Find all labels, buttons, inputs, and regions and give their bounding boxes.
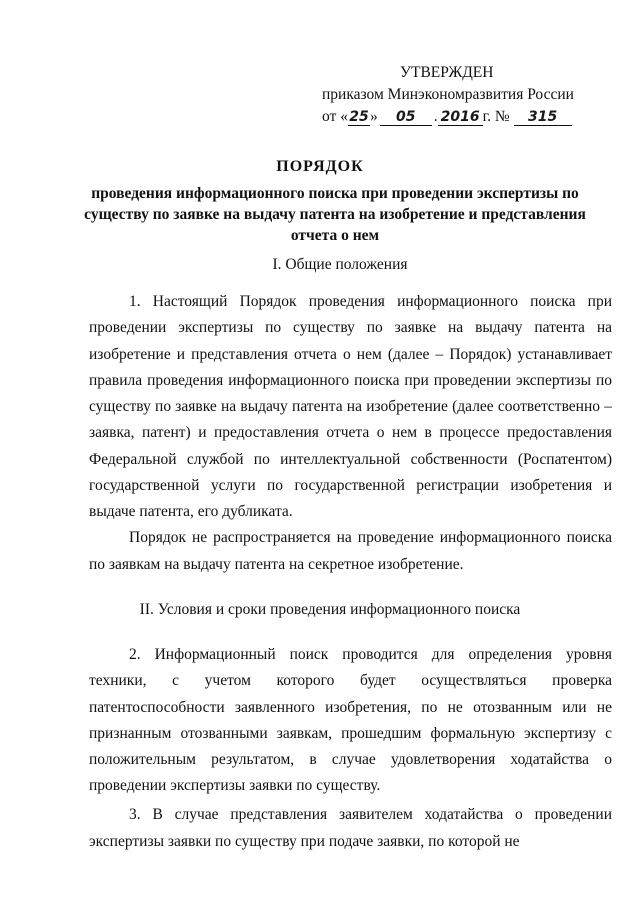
paragraph-1: 1. Настоящий Порядок проведения информационного поиска при проведении экспертизы по существу по заявке на выдачу патента на изобретение и представления отчета о нем (далее – Порядок) устанавливает правила проведения информационного поиска при проведении экспертизы по существу по заявке на выдачу патента на изобретение (далее соответственно – заявка, патент) и предоставления отчета о нем в процессе предоставления Федеральной службой по интеллектуальной собственности (Роспатентом) государственной услуги по государственной регистрации изобретения и выдаче патента, его дубликата. — [89, 293, 612, 521]
year-suffix: г. № — [482, 108, 510, 125]
order-line: приказом Минэкономразвития России — [322, 86, 574, 103]
section-heading-2: II. Условия и сроки проведения информационного поиска — [139, 601, 521, 618]
approved-label: УТВЕРЖДЕН — [400, 64, 494, 81]
paragraph-2: Порядок не распространяется на проведение информационного поиска по заявкам на выдачу патента на секретное изобретение. — [89, 529, 612, 573]
document-title: ПОРЯДОК — [276, 158, 364, 175]
approval-stamp — [322, 62, 612, 128]
paragraph-4: 3. В случае представления заявителем ходатайства о проведении экспертизы заявки по существу при подаче заявки, по которой не — [89, 806, 612, 850]
order-day-handwritten: 25 — [349, 109, 369, 125]
order-number-handwritten: 315 — [514, 109, 572, 126]
section-heading-1: I. Общие положения — [272, 256, 408, 273]
order-date-line: от «25» 05 . 2016 г. № 315 — [322, 106, 612, 128]
quote-close: » — [369, 108, 378, 125]
order-year-handwritten: 2016 — [438, 109, 483, 126]
order-month-handwritten: 05 — [380, 109, 432, 126]
paragraph-3: 2. Информационный поиск проводится для определения уровня техники, с учетом которого будет осуществляться проверка патентоспособности заявленного изобретения, по не отозванным или не признанным отозванными заявкам, прошедшим формальную экспертизу с положительным результатом, в случае удовлетворения ходатайства о проведении экспертизы заявки по существу. — [89, 646, 612, 795]
from-prefix: от « — [322, 108, 348, 125]
document-subtitle: проведения информационного поиска при проведении экспертизы по существу по заявке на выдачу патента на изобретение и представления отчета о нем — [84, 185, 586, 244]
